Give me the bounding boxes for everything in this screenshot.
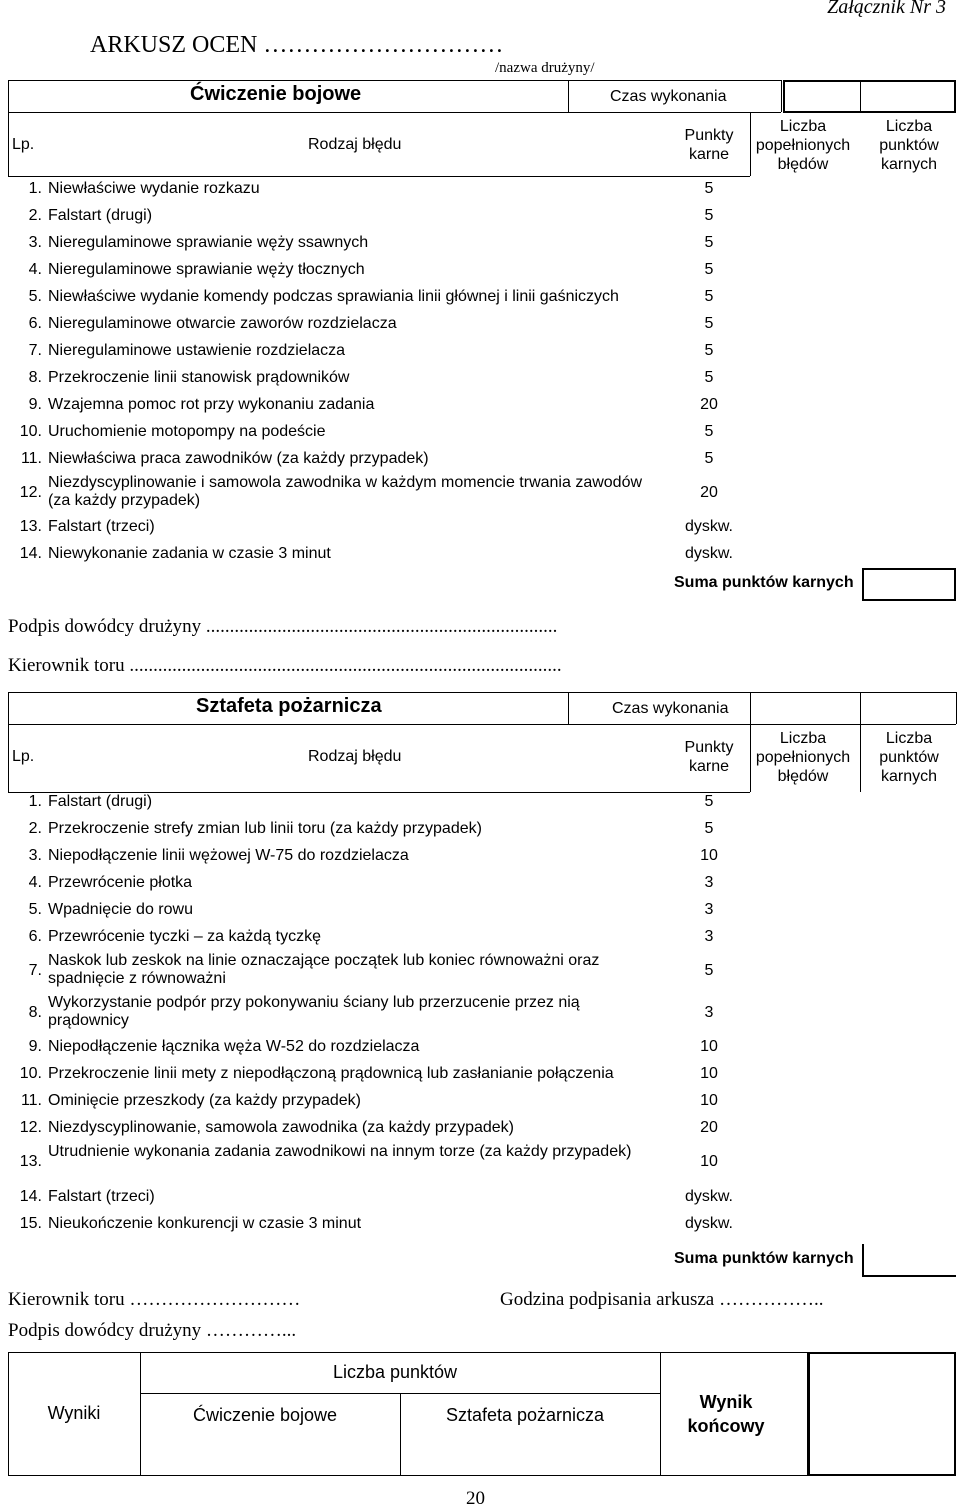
table-row xyxy=(8,445,750,472)
error-description: Nieregulaminowe otwarcie zaworów rozdzielacza xyxy=(48,315,397,332)
row-number: 1. xyxy=(28,793,42,810)
error-description: Niewłaściwa praca zawodników (za każdy przypadek) xyxy=(48,450,429,467)
penalty-points: 10 xyxy=(700,1038,718,1055)
error-description: Naskok lub zeskok na linie oznaczające początek lub koniec równoważni oraz spadnięcie z równoważni xyxy=(48,952,600,987)
sheet-title: ARKUSZ OCEN ………………………… xyxy=(90,32,504,58)
penalty-points: dyskw. xyxy=(684,1188,733,1205)
page-number: 20 xyxy=(466,1488,485,1509)
lp-header: Lp. xyxy=(12,136,35,153)
penalty-points: 5 xyxy=(704,315,714,332)
penalty-points: 5 xyxy=(704,288,714,305)
penalty-points: 10 xyxy=(700,1065,718,1082)
penalty-points: 5 xyxy=(704,369,714,386)
row-number: 10. xyxy=(19,423,42,440)
error-type-header: Rodzaj błędu xyxy=(308,136,402,153)
row-number: 6. xyxy=(28,928,42,945)
penalty-points: 5 xyxy=(704,180,714,197)
penalty-points: 20 xyxy=(700,484,718,501)
error-description: Niezdyscyplinowanie i samowola zawodnika w każdym momencie trwania zawodów (za każdy przypadek) xyxy=(48,474,643,509)
row-number: 7. xyxy=(28,342,42,359)
table-row xyxy=(8,513,750,540)
commander-signature-2: Podpis dowódcy drużyny …………... xyxy=(8,1320,297,1341)
table-row xyxy=(8,472,750,513)
table-row xyxy=(8,1087,750,1114)
table-row xyxy=(8,540,750,567)
row-number: 10. xyxy=(19,1065,42,1082)
error-description: Przekroczenie linii stanowisk prądowników xyxy=(48,369,350,386)
col-fire-relay: Sztafeta pożarnicza xyxy=(445,1405,605,1425)
combat-section-title: Ćwiczenie bojowe xyxy=(190,83,362,105)
penalty-total-header-2: Liczba punktów karnych xyxy=(879,730,939,785)
table-row xyxy=(8,202,750,229)
error-description: Przekroczenie linii mety z niepodłączoną prądownicą lub zasłanianie połączenia xyxy=(48,1065,614,1082)
error-description: Niezdyscyplinowanie, samowola zawodnika (za każdy przypadek) xyxy=(48,1119,514,1136)
error-description: Nieukończenie konkurencji w czasie 3 minut xyxy=(48,1215,362,1232)
table-row xyxy=(8,950,750,992)
row-number: 9. xyxy=(28,396,42,413)
row-number: 4. xyxy=(28,261,42,278)
table-row xyxy=(8,418,750,445)
penalty-points: 3 xyxy=(704,874,714,891)
relay-sum-label: Suma punktów karnych xyxy=(674,1250,854,1267)
row-number: 2. xyxy=(28,820,42,837)
table-row xyxy=(8,1060,750,1087)
error-description: Ominięcie przeszkody (za każdy przypadek) xyxy=(48,1092,362,1109)
points-header: Liczba punktów xyxy=(332,1362,458,1382)
table-row xyxy=(8,229,750,256)
combat-sum-input[interactable] xyxy=(862,568,956,601)
error-description: Utrudnienie wykonania zadania zawodnikowi na innym torze (za każdy przypadek) xyxy=(48,1143,632,1160)
penalty-points: dyskw. xyxy=(684,1215,733,1232)
penalty-points: dyskw. xyxy=(684,545,733,562)
table-row xyxy=(8,1210,750,1237)
penalty-points: 5 xyxy=(704,793,714,810)
table-row xyxy=(8,1114,750,1141)
results-label: Wyniki xyxy=(47,1403,101,1423)
team-name-hint: /nazwa drużyny/ xyxy=(495,60,595,76)
penalty-points: 3 xyxy=(704,901,714,918)
error-description: Niepodłączenie łącznika węża W-52 do rozdzielacza xyxy=(48,1038,420,1055)
track-manager-1: Kierownik toru ........................................................................................... xyxy=(8,655,562,676)
penalty-points: 3 xyxy=(704,1004,714,1021)
row-number: 15. xyxy=(19,1215,42,1232)
table-row xyxy=(8,1033,750,1060)
row-number: 11. xyxy=(20,450,42,467)
row-number: 14. xyxy=(19,545,42,562)
combat-time-input[interactable] xyxy=(783,80,956,113)
row-number: 5. xyxy=(28,901,42,918)
final-result-header: Wynik końcowy xyxy=(687,1392,765,1436)
penalty-points: 10 xyxy=(700,847,718,864)
row-number: 3. xyxy=(28,847,42,864)
combat-time-label: Czas wykonania xyxy=(610,88,727,105)
relay-section-title: Sztafeta pożarnicza xyxy=(196,695,382,717)
error-description: Wykorzystanie podpór przy pokonywaniu ściany lub przerzucenie przez nią prądownicy xyxy=(48,994,580,1029)
penalty-points: 5 xyxy=(704,962,714,979)
table-row xyxy=(8,842,750,869)
error-description: Nieregulaminowe sprawianie węży ssawnych xyxy=(48,234,369,251)
penalty-points: 5 xyxy=(704,261,714,278)
table-row xyxy=(8,283,750,310)
penalty-points: 5 xyxy=(704,234,714,251)
penalty-points: 20 xyxy=(700,1119,718,1136)
penalty-points: 5 xyxy=(704,820,714,837)
row-number: 11. xyxy=(20,1092,42,1109)
penalty-points: 10 xyxy=(700,1092,718,1109)
row-number: 14. xyxy=(19,1188,42,1205)
penalty-points: 5 xyxy=(704,450,714,467)
row-number: 12. xyxy=(19,1119,42,1136)
commander-signature-1: Podpis dowódcy drużyny .......................................................................... xyxy=(8,616,558,637)
row-number: 4. xyxy=(28,874,42,891)
error-description: Niewłaściwe wydanie rozkazu xyxy=(48,180,260,197)
penalty-points: dyskw. xyxy=(684,518,733,535)
error-description: Falstart (drugi) xyxy=(48,207,153,224)
table-row xyxy=(8,869,750,896)
penalty-points: 20 xyxy=(700,396,718,413)
row-number: 1. xyxy=(28,180,42,197)
table-row xyxy=(8,896,750,923)
error-description: Niewykonanie zadania w czasie 3 minut xyxy=(48,545,331,562)
error-description: Wzajemna pomoc rot przy wykonaniu zadania xyxy=(48,396,375,413)
error-description: Niewłaściwe wydanie komendy podczas sprawiania linii głównej i linii gaśniczych xyxy=(48,288,619,305)
table-row xyxy=(8,992,750,1033)
table-row xyxy=(8,175,750,202)
table-row xyxy=(8,391,750,418)
row-number: 2. xyxy=(28,207,42,224)
table-row xyxy=(8,923,750,950)
error-description: Nieregulaminowe ustawienie rozdzielacza xyxy=(48,342,346,359)
penalty-points-header: Punkty karne xyxy=(684,127,734,163)
penalty-total-header: Liczba punktów karnych xyxy=(879,118,939,173)
col-combat-exercise: Ćwiczenie bojowe xyxy=(192,1405,338,1425)
row-number: 7. xyxy=(28,962,42,979)
lp-header-2: Lp. xyxy=(12,748,35,765)
error-description: Falstart (trzeci) xyxy=(48,518,155,535)
table-row xyxy=(8,256,750,283)
table-row xyxy=(8,337,750,364)
row-number: 5. xyxy=(28,288,42,305)
error-description: Falstart (trzeci) xyxy=(48,1188,155,1205)
table-row xyxy=(8,1141,750,1183)
row-number: 9. xyxy=(28,1038,42,1055)
row-number: 8. xyxy=(28,369,42,386)
error-description: Przekroczenie strefy zmian lub linii toru (za każdy przypadek) xyxy=(48,820,482,837)
penalty-points: 3 xyxy=(704,928,714,945)
penalty-points: 10 xyxy=(700,1153,718,1170)
error-description: Uruchomienie motopompy na podeście xyxy=(48,423,326,440)
table-row xyxy=(8,1183,750,1210)
error-description: Nieregulaminowe sprawianie węży tłocznych xyxy=(48,261,365,278)
penalty-points: 5 xyxy=(704,423,714,440)
table-row xyxy=(8,815,750,842)
error-description: Falstart (drugi) xyxy=(48,793,153,810)
penalty-points: 5 xyxy=(704,342,714,359)
errors-count-header-2: Liczba popełnionych błędów xyxy=(755,730,851,785)
error-description: Wpadnięcie do rowu xyxy=(48,901,193,918)
track-manager-2: Kierownik toru ……………………… xyxy=(8,1289,301,1310)
errors-count-header: Liczba popełnionych błędów xyxy=(755,118,851,173)
error-description: Przewrócenie płotka xyxy=(48,874,193,891)
error-type-header-2: Rodzaj błędu xyxy=(308,748,402,765)
row-number: 12. xyxy=(19,484,42,501)
table-row xyxy=(8,364,750,391)
row-number: 13. xyxy=(19,1153,42,1170)
penalty-points-header-2: Punkty karne xyxy=(684,739,734,775)
table-row xyxy=(8,310,750,337)
combat-sum-label: Suma punktów karnych xyxy=(674,574,854,591)
penalty-points: 5 xyxy=(704,207,714,224)
relay-time-label: Czas wykonania xyxy=(612,700,729,717)
row-number: 6. xyxy=(28,315,42,332)
row-number: 3. xyxy=(28,234,42,251)
error-description: Niepodłączenie linii wężowej W-75 do rozdzielacza xyxy=(48,847,409,864)
annex-label: Załącznik Nr 3 xyxy=(827,0,946,18)
row-number: 13. xyxy=(19,518,42,535)
signing-time: Godzina podpisania arkusza …………….. xyxy=(500,1289,824,1310)
final-score-input[interactable] xyxy=(808,1352,956,1476)
row-number: 8. xyxy=(28,1004,42,1021)
table-row xyxy=(8,788,750,815)
error-description: Przewrócenie tyczki – za każdą tyczkę xyxy=(48,928,321,945)
